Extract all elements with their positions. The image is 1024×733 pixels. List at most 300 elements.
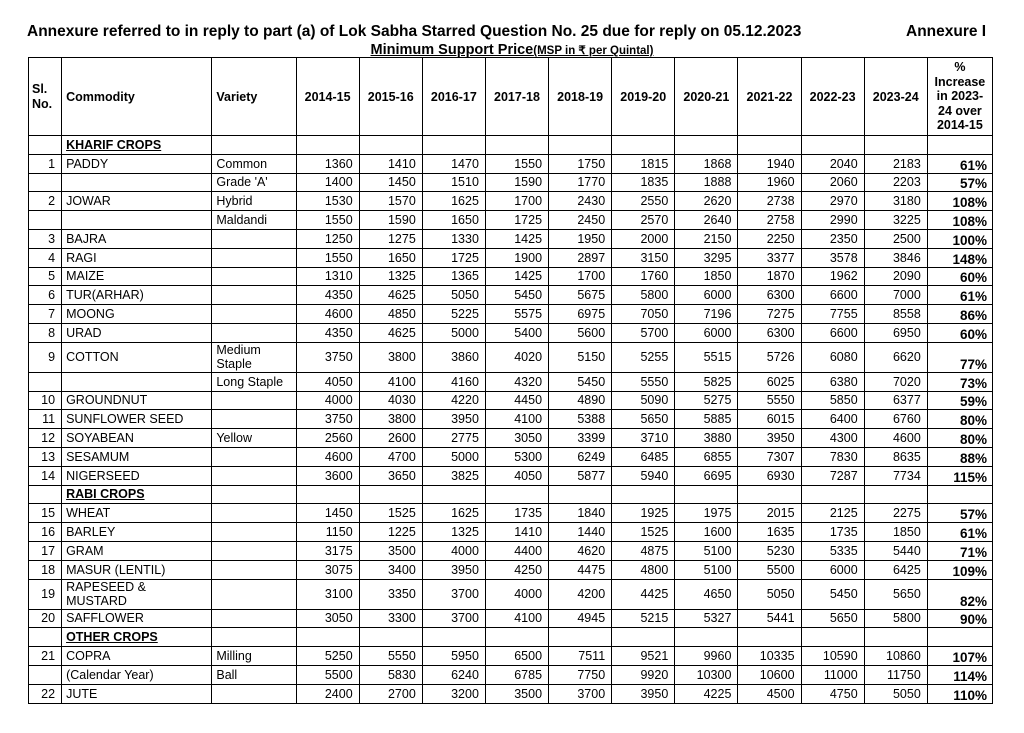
table-row	[29, 684, 993, 703]
msp-value-cell: 1625	[422, 504, 485, 523]
msp-value-cell: 4100	[359, 372, 422, 391]
commodity-cell: SUNFLOWER SEED	[62, 410, 212, 429]
table-row	[29, 305, 993, 324]
msp-value-cell: 2500	[864, 229, 927, 248]
msp-value-cell	[549, 136, 612, 155]
msp-value-cell: 1840	[549, 504, 612, 523]
msp-value-cell: 1888	[675, 173, 738, 192]
msp-value-cell: 7275	[738, 305, 801, 324]
msp-value-cell: 2125	[801, 504, 864, 523]
msp-value-cell: 3377	[738, 248, 801, 267]
msp-value-cell: 4600	[296, 447, 359, 466]
variety-cell	[212, 541, 296, 560]
msp-value-cell: 10600	[738, 665, 801, 684]
table-row	[29, 267, 993, 286]
msp-value-cell: 2040	[801, 154, 864, 173]
msp-value-cell: 11000	[801, 665, 864, 684]
msp-value-cell: 7307	[738, 447, 801, 466]
table-row	[29, 609, 993, 628]
msp-value-cell: 2060	[801, 173, 864, 192]
msp-value-cell: 2150	[675, 229, 738, 248]
msp-value-cell: 3350	[359, 579, 422, 609]
msp-value-cell: 4350	[296, 323, 359, 342]
msp-value-cell: 4425	[612, 579, 675, 609]
msp-value-cell: 4600	[296, 305, 359, 324]
msp-value-cell: 4300	[801, 429, 864, 448]
sl-no-cell: 12	[29, 429, 62, 448]
variety-cell	[212, 579, 296, 609]
msp-value-cell: 1850	[864, 523, 927, 542]
msp-value-cell: 6785	[485, 665, 548, 684]
msp-value-cell: 3500	[485, 684, 548, 703]
msp-value-cell: 1440	[549, 523, 612, 542]
msp-value-cell: 3800	[359, 410, 422, 429]
variety-cell	[212, 323, 296, 342]
msp-value-cell: 4620	[549, 541, 612, 560]
commodity-cell: COTTON	[62, 342, 212, 372]
percent-increase-cell: 100%	[927, 229, 992, 248]
msp-value-cell: 2275	[864, 504, 927, 523]
msp-value-cell: 1868	[675, 154, 738, 173]
msp-value-cell: 4800	[612, 560, 675, 579]
percent-increase-cell: 57%	[927, 504, 992, 523]
commodity-cell: RAPESEED & MUSTARD	[62, 579, 212, 609]
variety-cell	[212, 609, 296, 628]
msp-value-cell: 1570	[359, 192, 422, 211]
msp-value-cell: 6400	[801, 410, 864, 429]
msp-value-cell: 5650	[612, 410, 675, 429]
sl-no-cell: 3	[29, 229, 62, 248]
sl-no-cell: 2	[29, 192, 62, 211]
variety-cell: Grade 'A'	[212, 173, 296, 192]
msp-value-cell: 4750	[801, 684, 864, 703]
msp-value-cell	[359, 136, 422, 155]
commodity-cell	[62, 173, 212, 192]
sl-no-cell: 4	[29, 248, 62, 267]
msp-value-cell: 1360	[296, 154, 359, 173]
table-row	[29, 173, 993, 192]
msp-value-cell: 1735	[801, 523, 864, 542]
msp-value-cell: 7287	[801, 466, 864, 485]
msp-value-cell: 5830	[359, 665, 422, 684]
msp-value-cell: 4050	[296, 372, 359, 391]
msp-value-cell: 3225	[864, 211, 927, 230]
msp-value-cell: 3300	[359, 609, 422, 628]
commodity-cell: BAJRA	[62, 229, 212, 248]
percent-increase-cell: 73%	[927, 372, 992, 391]
msp-value-cell: 11750	[864, 665, 927, 684]
variety-cell: Yellow	[212, 429, 296, 448]
msp-value-cell: 3399	[549, 429, 612, 448]
msp-value-cell: 3950	[738, 429, 801, 448]
msp-value-cell: 1330	[422, 229, 485, 248]
variety-cell	[212, 447, 296, 466]
msp-value-cell: 4220	[422, 391, 485, 410]
msp-value-cell: 5440	[864, 541, 927, 560]
subtitle-main: Minimum Support Price	[370, 42, 534, 58]
msp-value-cell	[359, 628, 422, 647]
msp-value-cell: 1225	[359, 523, 422, 542]
table-row	[29, 229, 993, 248]
msp-value-cell: 4625	[359, 286, 422, 305]
header-year: 2017-18	[485, 58, 548, 136]
msp-value-cell: 9960	[675, 647, 738, 666]
msp-value-cell: 3295	[675, 248, 738, 267]
header-year: 2018-19	[549, 58, 612, 136]
table-row	[29, 665, 993, 684]
msp-value-cell: 1425	[485, 229, 548, 248]
msp-value-cell: 1590	[485, 173, 548, 192]
msp-value-cell: 5388	[549, 410, 612, 429]
table-body	[29, 136, 993, 704]
msp-value-cell: 2250	[738, 229, 801, 248]
msp-value-cell	[549, 485, 612, 504]
table-row	[29, 466, 993, 485]
msp-value-cell: 4200	[549, 579, 612, 609]
section-label: RABI CROPS	[62, 485, 212, 504]
table-row	[29, 342, 993, 372]
table-row	[29, 372, 993, 391]
commodity-cell: PADDY	[62, 154, 212, 173]
commodity-cell: MOONG	[62, 305, 212, 324]
msp-value-cell: 1900	[485, 248, 548, 267]
msp-value-cell: 2430	[549, 192, 612, 211]
msp-value-cell: 1870	[738, 267, 801, 286]
msp-value-cell: 2640	[675, 211, 738, 230]
section-label: OTHER CROPS	[62, 628, 212, 647]
percent-increase-cell: 114%	[927, 665, 992, 684]
msp-value-cell: 6695	[675, 466, 738, 485]
msp-value-cell	[675, 136, 738, 155]
table-row	[29, 323, 993, 342]
msp-value-cell: 3825	[422, 466, 485, 485]
commodity-cell: BARLEY	[62, 523, 212, 542]
msp-value-cell: 4700	[359, 447, 422, 466]
msp-value-cell: 5877	[549, 466, 612, 485]
msp-value-cell: 1410	[485, 523, 548, 542]
msp-value-cell: 6249	[549, 447, 612, 466]
header-year: 2022-23	[801, 58, 864, 136]
sl-no-cell	[29, 372, 62, 391]
percent-increase-cell: 108%	[927, 211, 992, 230]
msp-value-cell: 10860	[864, 647, 927, 666]
msp-value-cell: 10590	[801, 647, 864, 666]
percent-increase-cell: 107%	[927, 647, 992, 666]
msp-value-cell: 3950	[422, 410, 485, 429]
msp-value-cell	[801, 485, 864, 504]
table-row	[29, 154, 993, 173]
msp-value-cell: 5050	[738, 579, 801, 609]
commodity-cell: JUTE	[62, 684, 212, 703]
msp-value-cell: 6025	[738, 372, 801, 391]
commodity-cell: (Calendar Year)	[62, 665, 212, 684]
msp-value-cell: 5450	[485, 286, 548, 305]
sl-no-cell: 8	[29, 323, 62, 342]
msp-value-cell: 3700	[422, 579, 485, 609]
msp-value-cell: 3700	[549, 684, 612, 703]
commodity-cell: SOYABEAN	[62, 429, 212, 448]
msp-value-cell: 1650	[422, 211, 485, 230]
sl-no-cell: 20	[29, 609, 62, 628]
msp-value-cell: 6485	[612, 447, 675, 466]
sl-no-cell	[29, 211, 62, 230]
msp-value-cell: 1250	[296, 229, 359, 248]
msp-value-cell: 5225	[422, 305, 485, 324]
msp-value-cell: 1960	[738, 173, 801, 192]
msp-value-cell: 7196	[675, 305, 738, 324]
msp-value-cell: 3050	[485, 429, 548, 448]
msp-value-cell: 5550	[612, 372, 675, 391]
msp-value-cell: 10335	[738, 647, 801, 666]
msp-value-cell: 2600	[359, 429, 422, 448]
msp-value-cell	[549, 628, 612, 647]
msp-value-cell: 4225	[675, 684, 738, 703]
msp-value-cell: 5885	[675, 410, 738, 429]
msp-value-cell: 6600	[801, 323, 864, 342]
msp-value-cell: 6080	[801, 342, 864, 372]
msp-value-cell: 6500	[485, 647, 548, 666]
msp-value-cell: 5950	[422, 647, 485, 666]
msp-value-cell: 4100	[485, 609, 548, 628]
msp-value-cell: 1735	[485, 504, 548, 523]
msp-value-cell: 5550	[359, 647, 422, 666]
msp-value-cell: 7020	[864, 372, 927, 391]
msp-value-cell: 6760	[864, 410, 927, 429]
variety-cell: Common	[212, 154, 296, 173]
msp-value-cell: 3600	[296, 466, 359, 485]
msp-value-cell: 1365	[422, 267, 485, 286]
msp-value-cell: 2450	[549, 211, 612, 230]
msp-value-cell: 10300	[675, 665, 738, 684]
msp-value-cell: 4100	[485, 410, 548, 429]
msp-value-cell: 4450	[485, 391, 548, 410]
msp-value-cell: 1725	[485, 211, 548, 230]
msp-value-cell	[738, 628, 801, 647]
msp-value-cell: 1450	[296, 504, 359, 523]
msp-value-cell: 7755	[801, 305, 864, 324]
variety-cell	[212, 286, 296, 305]
percent-increase-cell: 61%	[927, 154, 992, 173]
msp-value-cell: 7830	[801, 447, 864, 466]
msp-value-cell: 4945	[549, 609, 612, 628]
msp-value-cell: 1940	[738, 154, 801, 173]
variety-cell	[212, 628, 296, 647]
msp-value-cell: 1962	[801, 267, 864, 286]
sl-no-cell	[29, 173, 62, 192]
msp-value-cell: 4000	[296, 391, 359, 410]
msp-value-cell: 4030	[359, 391, 422, 410]
msp-value-cell: 7000	[864, 286, 927, 305]
msp-value-cell: 6380	[801, 372, 864, 391]
msp-value-cell: 6000	[675, 286, 738, 305]
msp-value-cell: 6620	[864, 342, 927, 372]
msp-value-cell: 3500	[359, 541, 422, 560]
msp-value-cell: 1310	[296, 267, 359, 286]
percent-increase-cell: 71%	[927, 541, 992, 560]
msp-value-cell: 2970	[801, 192, 864, 211]
msp-value-cell: 6950	[864, 323, 927, 342]
table-row	[29, 211, 993, 230]
msp-value-cell: 6930	[738, 466, 801, 485]
msp-value-cell: 6300	[738, 286, 801, 305]
msp-value-cell	[675, 628, 738, 647]
msp-value-cell: 3100	[296, 579, 359, 609]
msp-value-cell: 4000	[422, 541, 485, 560]
msp-value-cell: 5100	[675, 541, 738, 560]
msp-value-cell: 1525	[359, 504, 422, 523]
msp-value-cell	[864, 136, 927, 155]
commodity-cell	[62, 372, 212, 391]
msp-value-cell: 4475	[549, 560, 612, 579]
sl-no-cell	[29, 665, 62, 684]
msp-value-cell: 4160	[422, 372, 485, 391]
sl-no-cell: 21	[29, 647, 62, 666]
msp-value-cell: 1400	[296, 173, 359, 192]
msp-value-cell: 2183	[864, 154, 927, 173]
msp-value-cell: 1725	[422, 248, 485, 267]
subtitle-unit: (MSP in ₹ per Quintal)	[533, 45, 654, 57]
msp-value-cell: 5450	[801, 579, 864, 609]
msp-value-cell: 3175	[296, 541, 359, 560]
percent-increase-cell: 77%	[927, 342, 992, 372]
msp-value-cell: 1530	[296, 192, 359, 211]
section-row	[29, 136, 993, 155]
msp-value-cell	[612, 485, 675, 504]
commodity-cell: COPRA	[62, 647, 212, 666]
commodity-cell: RAGI	[62, 248, 212, 267]
msp-value-cell: 7511	[549, 647, 612, 666]
percent-increase-cell: 60%	[927, 323, 992, 342]
msp-value-cell: 5850	[801, 391, 864, 410]
sl-no-cell: 11	[29, 410, 62, 429]
document-title: Annexure referred to in reply to part (a) of Lok Sabha Starred Question No. 25 due for reply on 05.12.2023	[27, 23, 802, 40]
msp-value-cell	[675, 485, 738, 504]
section-row	[29, 485, 993, 504]
msp-value-cell: 5000	[422, 323, 485, 342]
msp-value-cell: 3180	[864, 192, 927, 211]
msp-value-cell: 5550	[738, 391, 801, 410]
annexure-label: Annexure I	[906, 23, 987, 40]
msp-value-cell: 6425	[864, 560, 927, 579]
msp-value-cell: 2090	[864, 267, 927, 286]
msp-value-cell: 1835	[612, 173, 675, 192]
msp-value-cell: 6000	[675, 323, 738, 342]
sl-no-cell: 14	[29, 466, 62, 485]
msp-value-cell: 2570	[612, 211, 675, 230]
msp-value-cell: 4050	[485, 466, 548, 485]
header-percent-increase: % Increase in 2023-24 over 2014-15	[927, 58, 992, 136]
msp-value-cell: 1815	[612, 154, 675, 173]
table-row	[29, 429, 993, 448]
variety-cell: Maldandi	[212, 211, 296, 230]
msp-value-cell: 1550	[296, 211, 359, 230]
msp-value-cell: 1760	[612, 267, 675, 286]
msp-value-cell	[296, 485, 359, 504]
variety-cell	[212, 560, 296, 579]
msp-value-cell	[612, 136, 675, 155]
table-row	[29, 579, 993, 609]
msp-value-cell: 6377	[864, 391, 927, 410]
table-row	[29, 192, 993, 211]
header-year: 2023-24	[864, 58, 927, 136]
variety-cell	[212, 684, 296, 703]
percent-increase-cell: 80%	[927, 410, 992, 429]
sl-no-cell: 7	[29, 305, 62, 324]
msp-value-cell: 6240	[422, 665, 485, 684]
msp-value-cell: 5675	[549, 286, 612, 305]
section-row	[29, 628, 993, 647]
msp-value-cell: 2620	[675, 192, 738, 211]
msp-value-cell: 5230	[738, 541, 801, 560]
msp-value-cell: 3800	[359, 342, 422, 372]
msp-value-cell: 5600	[549, 323, 612, 342]
msp-value-cell: 5940	[612, 466, 675, 485]
sl-no-cell: 9	[29, 342, 62, 372]
section-label: KHARIF CROPS	[62, 136, 212, 155]
sl-no-cell: 16	[29, 523, 62, 542]
sl-cell	[29, 485, 62, 504]
msp-value-cell: 5500	[296, 665, 359, 684]
percent-increase-cell: 57%	[927, 173, 992, 192]
sl-no-cell: 10	[29, 391, 62, 410]
msp-value-cell: 1700	[549, 267, 612, 286]
msp-value-cell: 4020	[485, 342, 548, 372]
variety-cell: Medium Staple	[212, 342, 296, 372]
commodity-cell: SAFFLOWER	[62, 609, 212, 628]
msp-value-cell: 5400	[485, 323, 548, 342]
commodity-cell: GRAM	[62, 541, 212, 560]
msp-value-cell: 6000	[801, 560, 864, 579]
header-variety: Variety	[212, 58, 296, 136]
msp-value-cell: 1850	[675, 267, 738, 286]
msp-value-cell: 1470	[422, 154, 485, 173]
msp-value-cell: 2015	[738, 504, 801, 523]
variety-cell: Long Staple	[212, 372, 296, 391]
header-year: 2014-15	[296, 58, 359, 136]
sl-cell	[29, 136, 62, 155]
msp-value-cell: 1650	[359, 248, 422, 267]
msp-value-cell: 1590	[359, 211, 422, 230]
sl-no-cell: 5	[29, 267, 62, 286]
variety-cell	[212, 504, 296, 523]
variety-cell	[212, 305, 296, 324]
percent-increase-cell	[927, 136, 992, 155]
msp-value-cell	[296, 136, 359, 155]
msp-value-cell: 2775	[422, 429, 485, 448]
msp-value-cell	[485, 485, 548, 504]
msp-value-cell: 1425	[485, 267, 548, 286]
variety-cell	[212, 391, 296, 410]
msp-value-cell: 1550	[296, 248, 359, 267]
msp-value-cell: 4400	[485, 541, 548, 560]
table-row	[29, 391, 993, 410]
msp-value-cell: 9920	[612, 665, 675, 684]
commodity-cell: SESAMUM	[62, 447, 212, 466]
table-row	[29, 286, 993, 305]
msp-value-cell: 6300	[738, 323, 801, 342]
sl-cell	[29, 628, 62, 647]
msp-value-cell: 5825	[675, 372, 738, 391]
msp-value-cell: 1325	[422, 523, 485, 542]
msp-value-cell: 7750	[549, 665, 612, 684]
msp-value-cell	[296, 628, 359, 647]
msp-value-cell: 3050	[296, 609, 359, 628]
msp-value-cell: 3950	[422, 560, 485, 579]
msp-value-cell: 2758	[738, 211, 801, 230]
msp-value-cell: 1925	[612, 504, 675, 523]
sl-no-cell: 15	[29, 504, 62, 523]
msp-value-cell: 3880	[675, 429, 738, 448]
